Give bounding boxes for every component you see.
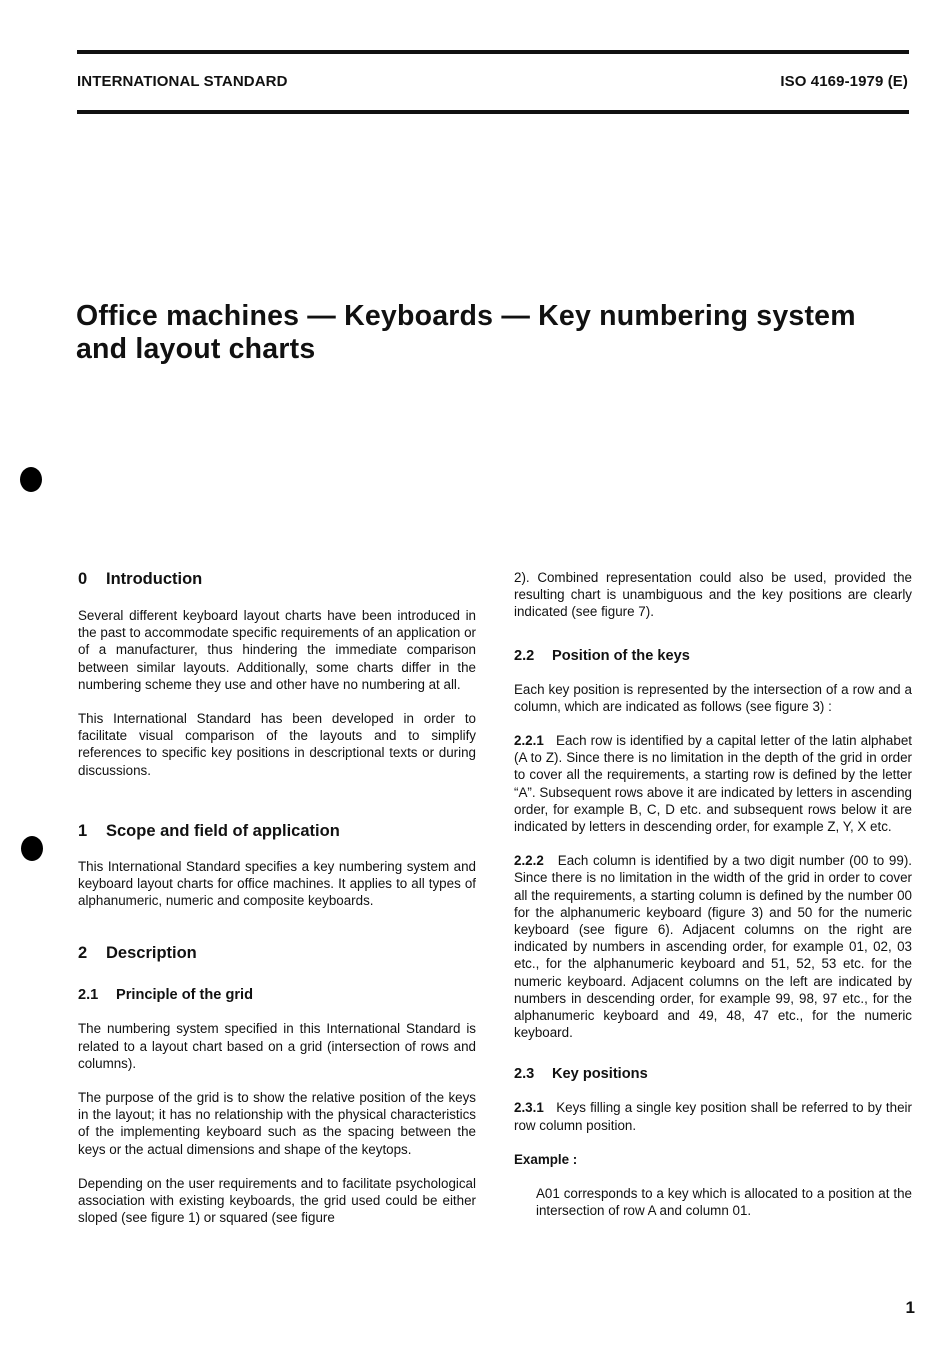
section-heading-scope: 1 Scope and field of application [78, 821, 340, 840]
page-number: 1 [905, 1298, 915, 1317]
left-column [78, 569, 476, 1226]
grid-paragraph-2: The purpose of the grid is to show the relative position of the keys in the layout; it has no relationship with the physical characteristics of the implementing keyboard such as the spacing between the keys or the actual dimensions and shape of the keytops. [78, 1090, 476, 1157]
example-label: Example : [514, 1151, 578, 1167]
grid-paragraph-3-continued: 2). Combined representation could also be used, provided the resulting chart is unambiguous and the key positions are clearly indicated (see figure 7). [514, 570, 912, 620]
clause-2-2-1: 2.2.1 Each row is identified by a capital letter of the latin alphabet (A to Z). Since there is no limitation in the depth of the grid in order to cover all the requirements, a starting row is defined by the letter “A”. Subsequent rows above it are indicated by letters in ascending order, for example B, C, D etc. and subsequent rows below it are indicated by letters in descending order, for example Z, Y, X etc. [514, 733, 912, 835]
header-standard-number: ISO 4169-1979 (E) [780, 73, 908, 90]
clause-2-2-2: 2.2.2 Each column is identified by a two digit number (00 to 99). Since there is no limitation in the width of the grid in order to cover all the requirements, a starting column is defined by the number 00 for the alphanumeric keyboard (figure 3) and 50 for the numeric keyboard (see figure 6). Adjacent columns on the right are indicated by numbers in ascending order, for example 01, 02, 03 etc., for the alphanumeric keyboard and 51, 52, 53 etc. for the numeric keyboard. Adjacent columns on the left are indicated by numbers in descending order, for example 99, 98, 97 etc., for the alphanumeric keyboard and 49, 48, 47 etc., for the numeric keyboard. [514, 853, 912, 1041]
clause-2-3-1: 2.3.1 Keys filling a single key position shall be referred to by their row column position. [514, 1100, 912, 1133]
scope-paragraph: This International Standard specifies a key numbering system and keyboard layout charts for office machines. It applies to all types of alphanumeric, numeric and composite keyboards. [78, 858, 476, 909]
punch-hole-mark-icon [20, 467, 42, 492]
right-column [514, 569, 912, 1219]
header-rule-top [77, 50, 909, 54]
subsection-heading-principle-of-grid: 2.1 Principle of the grid [78, 987, 254, 1004]
grid-paragraph-1: The numbering system specified in this International Standard is related to a layout chart based on a grid (intersection of rows and columns). [78, 1021, 476, 1071]
grid-paragraph-3-start: Depending on the user requirements and to facilitate psychological association with existing keyboards, the grid used could be either sloped (see figure 1) or squared (see figure [78, 1175, 476, 1226]
punch-hole-mark-icon [21, 836, 43, 861]
document-title [76, 300, 916, 366]
title-line-1: Office machines — Keyboards — Key numbering system [76, 300, 856, 332]
header-rule-bottom [77, 110, 909, 114]
subsection-heading-position-of-keys: 2.2 Position of the keys [514, 647, 690, 664]
intro-paragraph-2: This International Standard has been developed in order to facilitate visual comparison of the layouts and to simplify references to specific key positions in descriptional texts or during discussions. [78, 711, 476, 778]
section-heading-introduction: 0 Introduction [78, 570, 203, 588]
header-standard-label: INTERNATIONAL STANDARD [77, 73, 288, 90]
subsection-heading-key-positions: 2.3 Key positions [514, 1066, 648, 1083]
title-line-2: and layout charts [76, 333, 316, 365]
intro-paragraph-1: Several different keyboard layout charts have been introduced in the past to accommodate specific requirements of an application or of a manufacturer, thus hindering the immediate comparison between similar layouts. Additionally, some charts differ in the numbering scheme they use and other have no numbering at all. [78, 608, 476, 692]
position-paragraph: Each key position is represented by the intersection of a row and a column, which are indicated as follows (see figure 3) : [514, 681, 912, 714]
section-heading-description: 2 Description [78, 944, 197, 963]
example-text: A01 corresponds to a key which is allocated to a position at the intersection of row A and column 01. [536, 1186, 912, 1219]
